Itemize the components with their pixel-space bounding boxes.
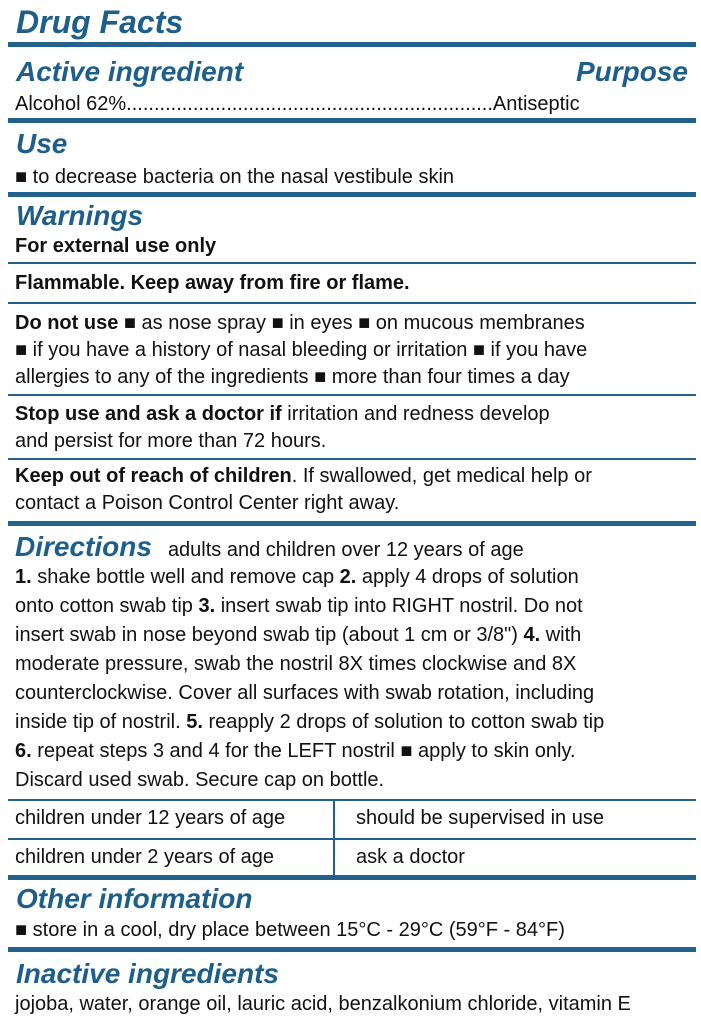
purpose-heading: Purpose — [575, 56, 688, 87]
do-not-use-text-1: ■ as nose spray ■ in eyes ■ on mucous membranes — [118, 312, 585, 334]
step-2-continuation: onto cotton swab tip — [15, 595, 199, 617]
directions-heading: Directions — [15, 531, 152, 562]
inactive-ingredients-line: jojoba, water, orange oil, lauric acid, benzalkonium chloride, vitamin E — [15, 993, 631, 1015]
keep-out-line-1 — [15, 462, 592, 491]
flammable-line: Flammable. Keep away from fire or flame. — [15, 272, 410, 294]
directions-line-2 — [15, 592, 583, 621]
directions-line-4: moderate pressure, swab the nostril 8X times clockwise and 8X — [15, 653, 577, 675]
do-not-use-line-3: allergies to any of the ingredients ■ more than four times a day — [15, 366, 570, 388]
warnings-rule-2 — [8, 302, 696, 304]
directions-line-6 — [15, 708, 604, 737]
step-2-text: apply 4 drops of solution — [356, 566, 579, 588]
warnings-rule-3 — [8, 394, 696, 396]
table-middle-rule — [8, 838, 696, 840]
keep-out-line-2: contact a Poison Control Center right away. — [15, 492, 400, 514]
step-1-text: shake bottle well and remove cap — [31, 566, 340, 588]
directions-line-8: Discard used swab. Secure cap on bottle. — [15, 769, 385, 791]
active-rule — [8, 118, 696, 123]
other-information-line: ■ store in a cool, dry place between 15°C - 29°C (59°F - 84°F) — [15, 919, 565, 941]
step-2-number: 2. — [339, 566, 357, 588]
step-3-continuation: insert swab in nose beyond swab tip (about 1 cm or 3/8") — [15, 624, 524, 646]
do-not-use-line-2: ■ if you have a history of nasal bleeding or irritation ■ if you have — [15, 339, 588, 361]
step-3-text: insert swab tip into RIGHT nostril. Do not — [215, 595, 583, 617]
stop-use-line-1 — [15, 400, 550, 429]
active-ingredient-heading: Active ingredient — [16, 56, 244, 87]
table-row-1-instruction: should be supervised in use — [356, 807, 604, 829]
directions-intro: adults and children over 12 years of age — [167, 539, 524, 561]
use-line: ■ to decrease bacteria on the nasal vestibule skin — [15, 166, 455, 188]
do-not-use-line-1 — [15, 309, 585, 338]
directions-line-3 — [15, 621, 581, 650]
external-use-line: For external use only — [15, 235, 217, 257]
step-3-number: 3. — [198, 595, 216, 617]
stop-use-text-1: irritation and redness develop — [281, 403, 550, 425]
do-not-use-label: Do not use — [15, 312, 119, 334]
table-row-2-age: children under 2 years of age — [15, 846, 275, 868]
step-5-number: 5. — [186, 711, 203, 733]
directions-line-1 — [15, 563, 579, 592]
step-6-text: repeat steps 3 and 4 for the LEFT nostril ■ apply to skin only. — [31, 740, 576, 762]
table-row-2-instruction: ask a doctor — [356, 846, 465, 868]
other-information-heading: Other information — [16, 883, 253, 914]
keep-out-label: Keep out of reach of children — [15, 465, 292, 487]
directions-end-rule — [8, 875, 696, 880]
directions-line-7 — [15, 737, 576, 766]
step-4-number: 4. — [523, 624, 541, 646]
table-row-1-age: children under 12 years of age — [15, 807, 286, 829]
directions-header-line — [15, 531, 524, 566]
use-heading: Use — [16, 128, 68, 159]
step-4-continuation: inside tip of nostril. — [15, 711, 187, 733]
warnings-end-rule — [8, 521, 696, 526]
warnings-heading: Warnings — [16, 200, 144, 231]
drug-facts-title: Drug Facts — [16, 4, 184, 40]
title-rule — [8, 42, 696, 47]
inactive-ingredients-heading: Inactive ingredients — [16, 958, 279, 989]
directions-line-5: counterclockwise. Cover all surfaces with swab rotation, including — [15, 682, 595, 704]
warnings-rule-4 — [8, 458, 696, 460]
table-top-rule — [8, 799, 696, 801]
step-5-text: reapply 2 drops of solution to cotton swab tip — [202, 711, 605, 733]
step-1-number: 1. — [15, 566, 32, 588]
table-column-divider — [333, 800, 335, 876]
active-ingredient-line: Alcohol 62%..................................................................Antiseptic — [15, 93, 580, 115]
warnings-rule-1 — [8, 262, 696, 264]
other-information-rule — [8, 947, 696, 952]
stop-use-label: Stop use and ask a doctor if — [15, 403, 282, 425]
step-6-number: 6. — [15, 740, 32, 762]
keep-out-text-1: . If swallowed, get medical help or — [291, 465, 592, 487]
use-rule — [8, 192, 696, 197]
step-4-text: with — [540, 624, 582, 646]
stop-use-line-2: and persist for more than 72 hours. — [15, 430, 327, 452]
